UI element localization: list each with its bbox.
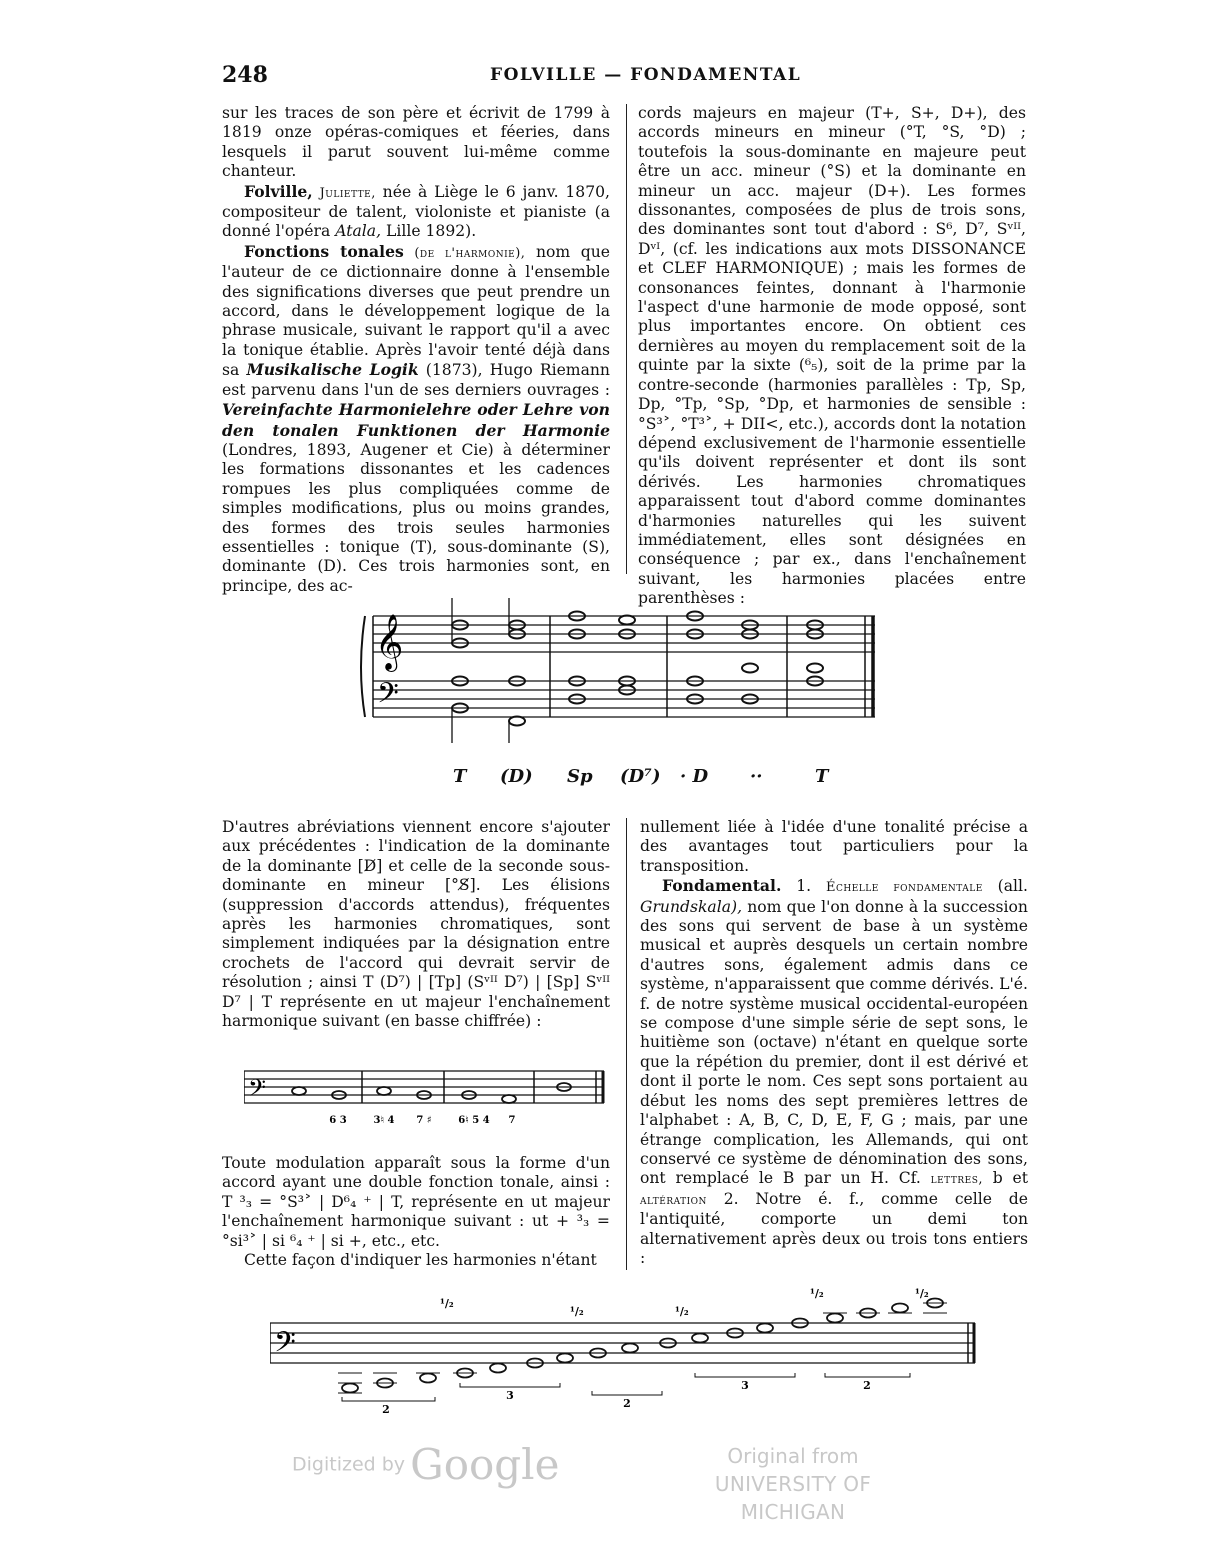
function-label: (D) [500,766,533,787]
paragraph: cords majeurs en majeur (T+, S+, D+), des accords mineurs en mineur (°T, °S, °D) ; toutefois la sous-dominante en majeure peut être un acc. mineur (°S) et la dominante en mineur un acc. majeur (D+). Les formes dissonantes, composées de plus de trois sons, des dominantes sont tout d'abord : S⁶, D⁷, Sᵛᴵᴵ, Dᵛᴵ, (cf. les indications aux mots DISSONANCE et CLEF HARMONIQUE) ; mais les formes de consonances feintes, donnant à l'harmonie l'aspect d'une harmonie de mode opposé, sont plus importantes encore. On obtient ces dernières au moyen du remplacement soit de la quinte par la sixte (⁶₅), soit de la prime par la contre-seconde (harmonies parallèles : Tp, Sp, Dp, °Tp, °Sp, °Dp, et harmonies de sensible : °S³˃, °T³˃, + DII<, etc.), accords dont la notation dépend exclusivement de l'harmonie essentielle qu'ils doivent représenter et dont ils sont dérivés. Les harmonies chromatiques apparaissent tout d'abord comme dominantes d'harmonies naturelles qui les suivent immédiatement, elles sont désignées en conséquence ; par ex., dans l'enchaînement suivant, les harmonies placées entre parenthèses : [638,104,1026,608]
original-from-label: Original from [727,1444,859,1468]
original-from-watermark [668,1442,918,1526]
paragraph: Toute modulation apparaît sous la forme d'un accord ayant une double fonction tonale, ainsi : T ³₃ = °S³˃ | D⁶₄ ⁺ | T, représente en ut majeur l'enchaînement harmonique suivant : ut + ³₃ = °si³˃ | si ⁶₄ ⁺ | si +, etc., etc. [222,1154,610,1250]
bass-clef-icon: 𝄢 [274,1326,296,1366]
bass-clef-icon: 𝄢 [248,1074,267,1107]
music-example-3 [270,1285,980,1415]
column-rule [626,818,627,1270]
group-count: 2 [623,1397,631,1410]
page-number: 248 [222,62,268,88]
figure: 6♮ 5 4 [458,1115,490,1126]
treble-clef-icon: 𝄞 [375,614,404,670]
digitized-by-watermark [292,1440,559,1489]
bottom-left-column [222,818,610,1031]
grand-staff [355,598,885,748]
digitized-by-label: Digitized by [292,1453,406,1476]
music-example-1 [355,598,885,748]
half-tone-mark: ¹/₂ [570,1305,584,1318]
function-label: · D [680,766,709,787]
function-label: Sp [567,766,593,787]
top-left-column [222,104,610,596]
ledger-lines [338,1303,947,1393]
group-count: 3 [506,1389,514,1402]
staff-lines [270,1323,975,1363]
half-tone-mark: ¹/₂ [675,1305,689,1318]
scale-staff [270,1285,980,1415]
paragraph: Cette façon d'indiquer les harmonies n'étant [244,1251,597,1270]
figure: 7 [508,1115,516,1126]
paragraph: Fondamental. 1. Échelle fondamentale (all. Grundskala), nom que l'on donne à la succession des sons qui servent de base à un système musical et auprès desquels un certain nombre d'autres sons, également admis dans ce système, n'apparaissent que comme dérivés. L'é. f. de notre système musical occidental-européen se compose d'une simple série de sept sons, le huitième son (octave) n'étant en quelque sorte que la répétion du premier, dont il est dérivé et dont il porte le nom. Ces sept sons portaient au début les noms des sept premières lettres de l'alphabet : A, B, C, D, E, F, G ; mais, par une étrange complication, les Allemands, qui ont conservé ce système de dénomination des sons, ont remplacé le B par un H. Cf. lettres, b et altération 2. Notre é. f., comme celle de l'antiquité, comporte un demi ton alternativement après deux ou trois tons entiers : [640,876,1028,1267]
paragraph: Folville, Juliette, née à Liège le 6 janv. 1870, compositeur de talent, violoniste et pianiste (a donné l'opéra Atala, Lille 1892). [222,181,611,241]
paragraph: nullement liée à l'idée d'une tonalité précise a des avantages tout particuliers pour la transposition. [640,818,1028,875]
function-label: ·· [750,766,763,787]
bottom-left-column-cont [222,1154,610,1270]
group-count: 3 [741,1379,749,1392]
group-count: 2 [863,1379,871,1392]
institution-label: UNIVERSITY OF MICHIGAN [714,1472,872,1524]
function-label: T [815,766,829,787]
function-label: (D⁷) [620,766,661,787]
function-label: T [453,766,467,787]
treble-notes [452,612,823,648]
half-tone-mark: ¹/₂ [915,1287,929,1300]
treble-staff [373,616,875,652]
scale-notes [342,1299,943,1393]
figure: 7 ♯ [416,1115,432,1126]
figure: 3♮ 4 [373,1115,395,1126]
music-example-2 [244,1068,609,1148]
group-count: 2 [382,1403,390,1415]
bottom-right-column [640,818,1028,1268]
column-rule [626,104,627,574]
page-header [222,62,1012,90]
paragraph: sur les traces de son père et écrivit de 1799 à 1819 onze opéras-comiques et féeries, dans lesquels il parut souvent lui-même comme chanteur. [222,104,610,181]
paragraph: Fonctions tonales (de l'harmonie), nom que l'auteur de ce dictionnaire donne à l'ensemble des significations diverses que peut prendre un accord, dans le développement logique de la phrase musicale, suivant le rapport qu'il a avec la tonique établie. Après l'avoir tenté déjà dans sa Musikalische Logik (1873), Hugo Riemann est parvenu dans l'un de ses derniers ouvrages : Vereinfachte Harmonielehre oder Lehre von den tonalen Funktionen der Harmonie (Londres, 1893, Augener et Cie) à déterminer les formations dissonantes et les cadences rompues les plus compliquées comme de simples modifications, plus ou moins grandes, des formes des trois seules harmonies essentielles : tonique (T), sous-dominante (S), dominante (D). Ces trois harmonies sont, en principe, des ac- [222,241,611,595]
notes [292,1083,571,1103]
figure: 6 3 [329,1115,347,1126]
google-logo: Google [410,1440,560,1489]
running-title: FOLVILLE — FONDAMENTAL [490,65,802,85]
half-tone-mark: ¹/₂ [810,1287,824,1300]
brace [361,616,365,717]
bass-clef-icon: 𝄢 [377,677,399,717]
half-tone-mark: ¹/₂ [440,1297,454,1310]
bass-staff-figured [244,1068,609,1148]
paragraph: D'autres abréviations viennent encore s'ajouter aux précédentes : l'indication de la dominante de la dominante [D̸] et celle de la seconde sous-dominante en mineur [°S̸]. Les élisions (suppression d'accords attendus), fréquentes après les harmonies chromatiques, sont simplement indiquées par la désignation entre crochets de l'accord qui devrait servir de résolution ; ainsi T (D⁷) | [Tp] (Sᵛᴵᴵ D⁷) | [Sp] Sᵛᴵᴵ D⁷ | T représente en ut majeur l'enchaînement harmonique suivant (en basse chiffrée) : [222,818,610,1031]
top-right-column [638,104,1026,609]
bass-notes [452,664,823,726]
